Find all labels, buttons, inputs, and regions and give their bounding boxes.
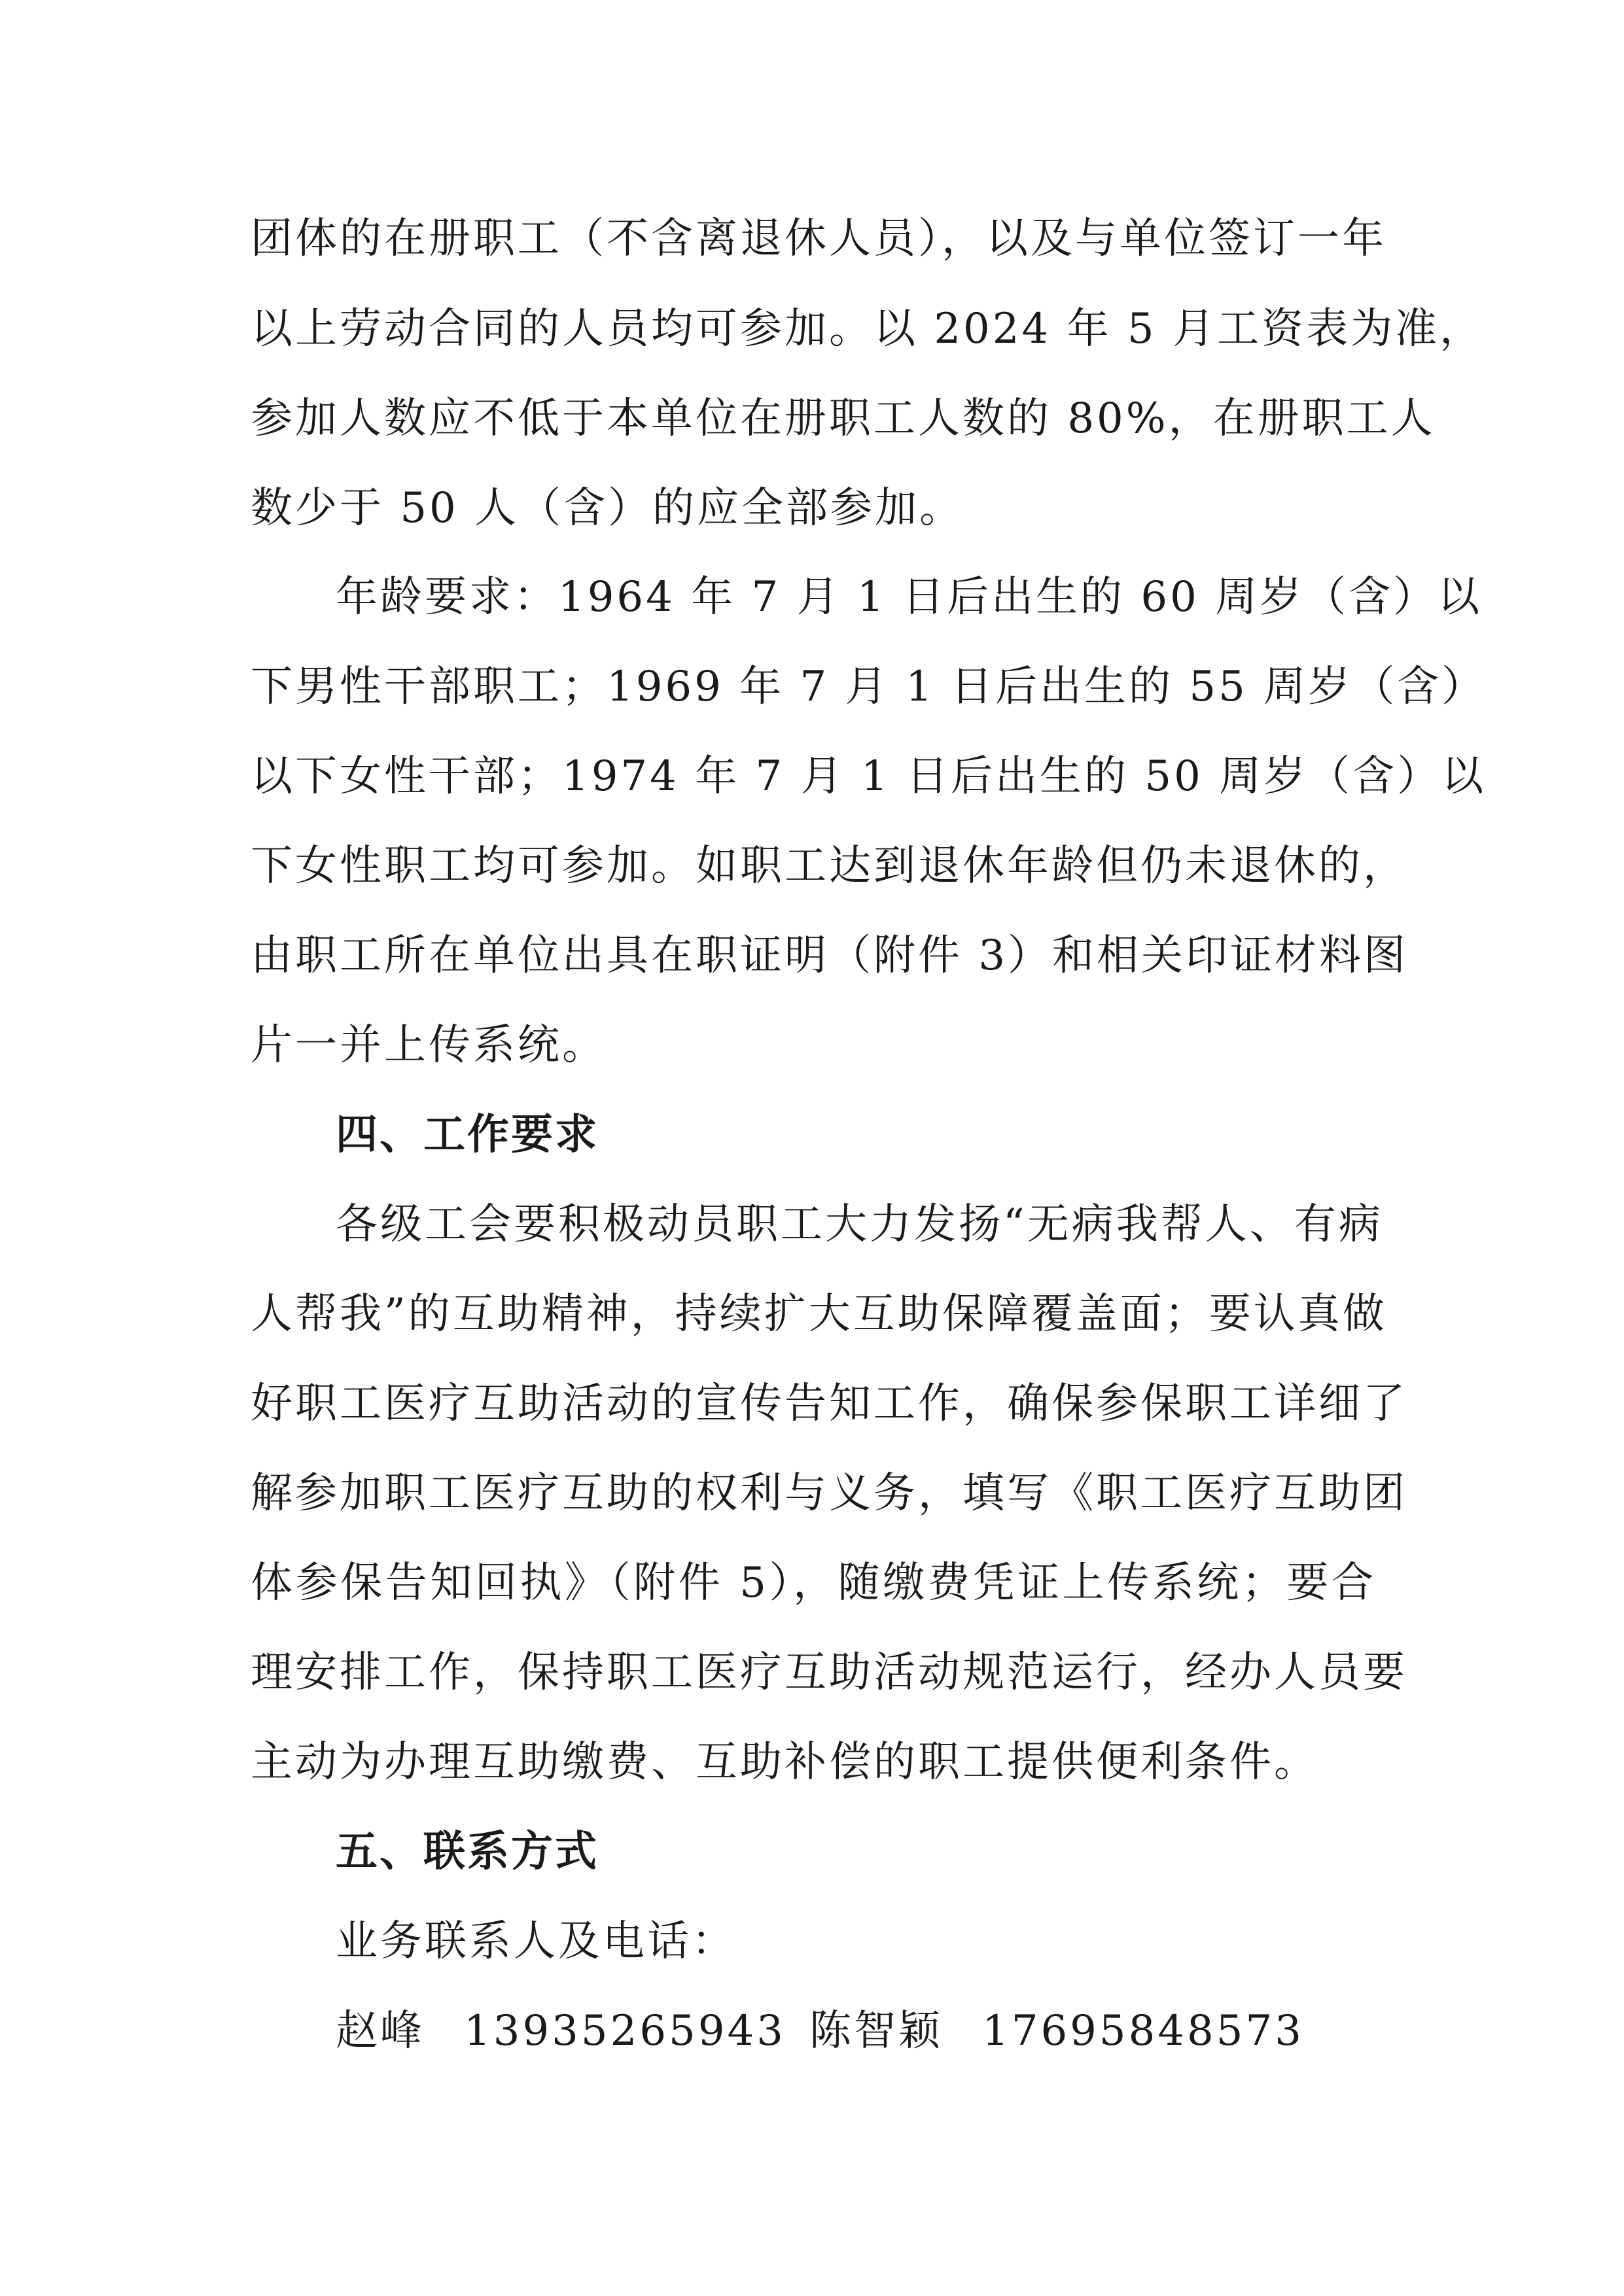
- contact-label: 业务联系人及电话：: [336, 1917, 736, 1966]
- contact-1-name: 赵峰: [336, 2007, 425, 2055]
- paragraph-2-line-1: 年龄要求：1964 年 7 月 1 日后出生的 60 周岁（含）以: [336, 573, 1483, 621]
- paragraph-1-line-3: 参加人数应不低于本单位在册职工人数的 80%，在册职工人: [251, 394, 1436, 443]
- paragraph-3-line-6: 理安排工作，保持职工医疗互助活动规范运行，经办人员要: [251, 1648, 1407, 1697]
- paragraph-3-line-7: 主动为办理互助缴费、互助补偿的职工提供便利条件。: [251, 1738, 1318, 1786]
- paragraph-3-line-2: 人帮我”的互助精神，持续扩大互助保障覆盖面；要认真做: [251, 1290, 1387, 1338]
- paragraph-1-line-2: 以上劳动合同的人员均可参加。以 2024 年 5 月工资表为准，: [251, 305, 1484, 353]
- paragraph-3-line-5: 体参保告知回执》（附件 5），随缴费凭证上传系统；要合: [251, 1559, 1376, 1607]
- paragraph-2-line-6: 片一并上传系统。: [251, 1021, 607, 1070]
- paragraph-2-line-4: 下女性职工均可参加。如职工达到退休年龄但仍未退休的，: [251, 842, 1407, 890]
- contact-2: [809, 2005, 1304, 2057]
- paragraph-1-line-1: 团体的在册职工（不含离退休人员），以及与单位签订一年: [251, 215, 1386, 263]
- paragraph-3-line-1: 各级工会要积极动员职工大力发扬“无病我帮人、有病: [336, 1200, 1383, 1249]
- contact-1-phone: 13935265943: [464, 2007, 786, 2055]
- section-4-heading: 四、工作要求: [336, 1111, 599, 1159]
- section-5-heading: 五、联系方式: [336, 1828, 599, 1876]
- contact-2-phone: 17695848573: [982, 2007, 1304, 2055]
- paragraph-1-line-4: 数少于 50 人（含）的应全部参加。: [251, 484, 964, 532]
- paragraph-2-line-5: 由职工所在单位出具在职证明（附件 3）和相关印证材料图: [251, 931, 1409, 980]
- contact-1: [336, 2005, 786, 2057]
- contact-2-name: 陈智颖: [809, 2007, 943, 2055]
- contacts-row: [336, 2005, 1376, 2057]
- paragraph-2-line-3: 以下女性干部；1974 年 7 月 1 日后出生的 50 周岁（含）以: [251, 752, 1487, 801]
- paragraph-3-line-3: 好职工医疗互助活动的宣传告知工作，确保参保职工详细了: [251, 1380, 1407, 1428]
- paragraph-3-line-4: 解参加职工医疗互助的权利与义务，填写《职工医疗互助团: [251, 1469, 1407, 1518]
- paragraph-2-line-2: 下男性干部职工；1969 年 7 月 1 日后出生的 55 周岁（含）: [251, 663, 1487, 711]
